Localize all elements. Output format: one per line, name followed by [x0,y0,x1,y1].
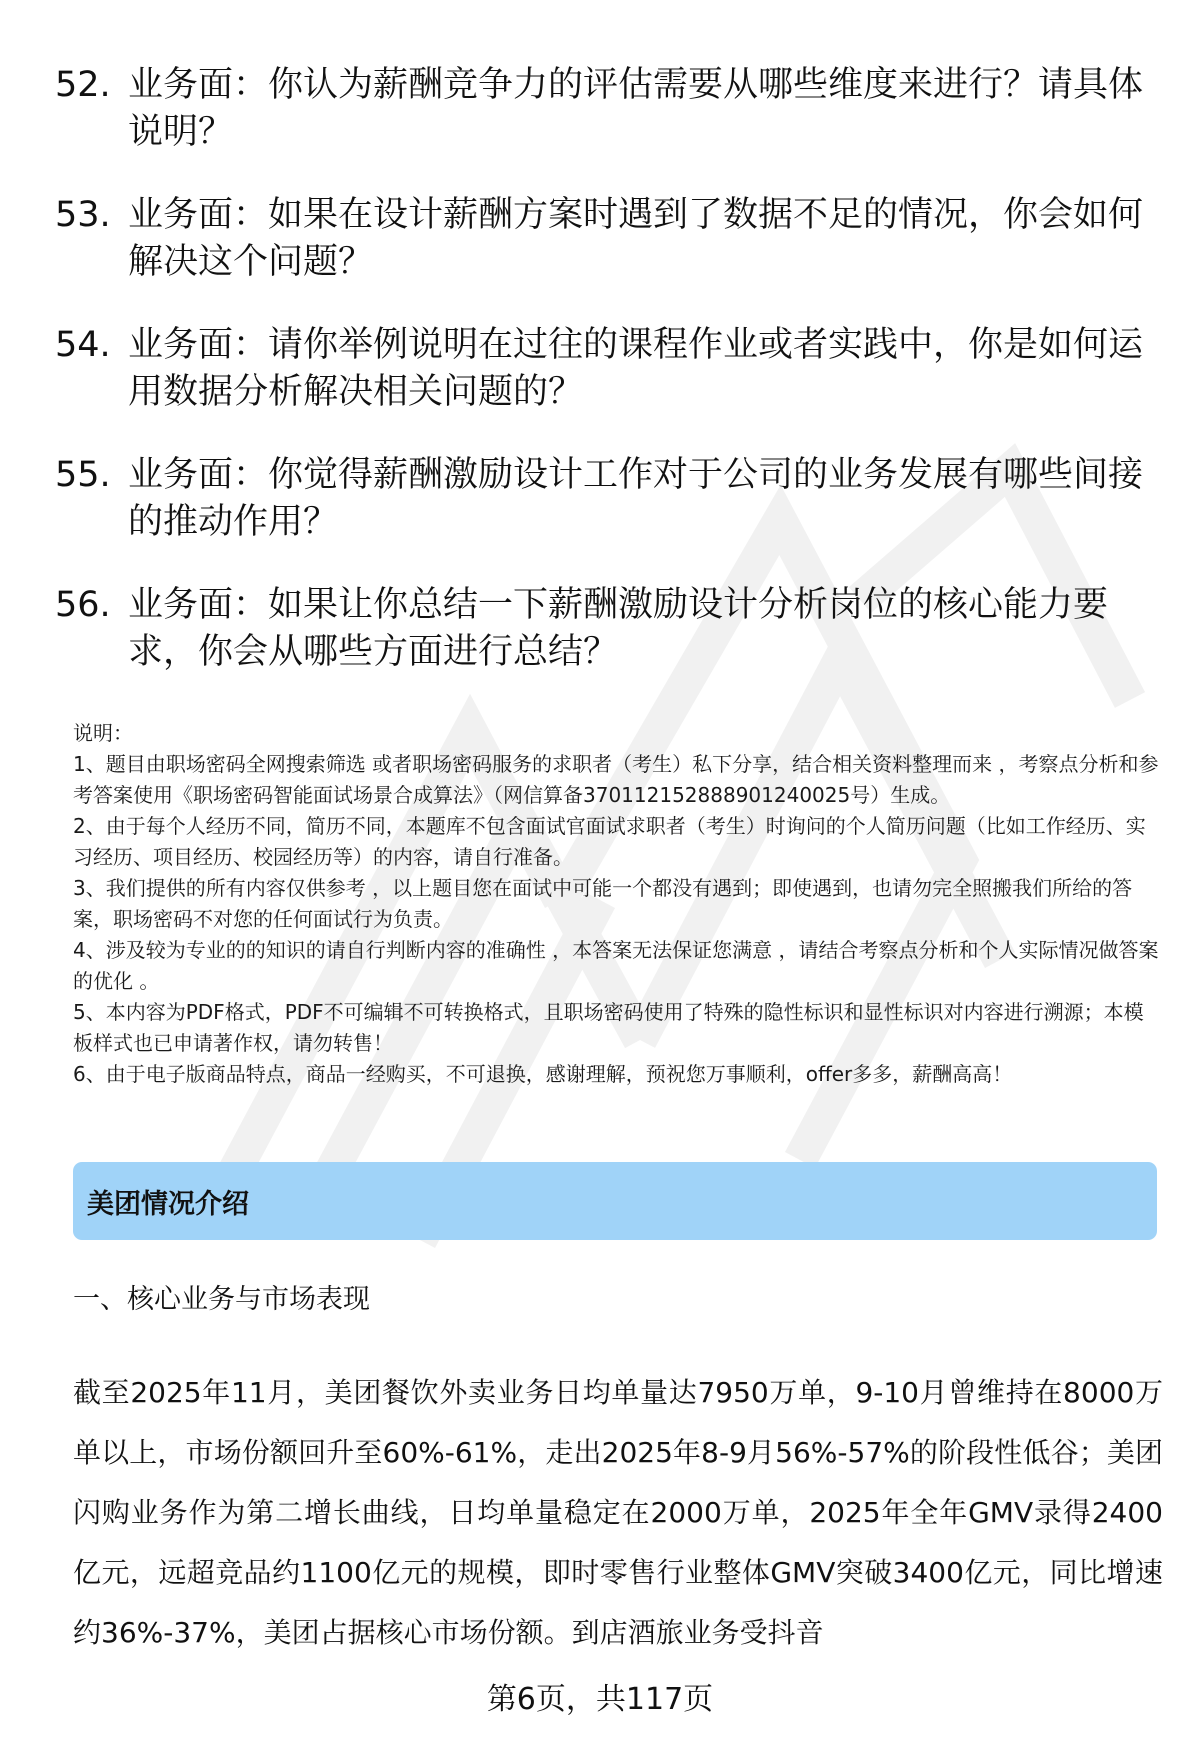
note-item-6: 6、由于电子版商品特点，商品一经购买，不可退换，感谢理解，预祝您万事顺利，offer多多，薪酬高高！ [73,1062,1013,1086]
page-number: 第6页，共117页 [486,1682,714,1717]
question-item-56 [55,582,1155,676]
question-number: 52. [55,65,111,105]
question-number: 56. [55,585,111,625]
question-item-54 [55,322,1155,416]
note-item-2: 2、由于每个人经历不同，简历不同，本题库不包含面试官面试求职者（考生）时询问的个人简历问题（比如工作经历、实习经历、项目经历、校园经历等）的内容，请自行准备。 [73,814,1146,869]
question-text: 业务面：如果让你总结一下薪酬激励设计分析岗位的核心能力要求，你会从哪些方面进行总结？ [128,585,1109,672]
question-text: 业务面：你认为薪酬竞争力的评估需要从哪些维度来进行？请具体说明？ [128,65,1144,152]
question-text: 业务面：请你举例说明在过往的课程作业或者实践中，你是如何运用数据分析解决相关问题的？ [128,325,1144,412]
question-item-52 [55,62,1155,156]
note-item-4: 4、涉及较为专业的的知识的请自行判断内容的准确性 ，本答案无法保证您满意 ，请结合考察点分析和个人实际情况做答案的优化 。 [73,938,1159,993]
note-item-3: 3、我们提供的所有内容仅供参考 ，以上题目您在面试中可能一个都没有遇到；即使遇到，也请勿完全照搬我们所给的答案，职场密码不对您的任何面试行为负责。 [73,876,1133,931]
question-item-55 [55,452,1155,546]
section-subheading: 一、核心业务与市场表现 [73,1284,370,1315]
note-item-1: 1、题目由职场密码全网搜索筛选 或者职场密码服务的求职者（考生）私下分享，结合相关资料整理而来 ，考察点分析和参考答案使用《职场密码智能面试场景合成算法》（网信算备370112152888901240025号）生成。 [73,752,1159,807]
question-text: 业务面：你觉得薪酬激励设计工作对于公司的业务发展有哪些间接的推动作用？ [128,455,1144,542]
section-header [73,1162,1157,1240]
notes-block [73,718,1163,1090]
question-list [55,62,1155,712]
question-text: 业务面：如果在设计薪酬方案时遇到了数据不足的情况，你会如何解决这个问题？ [128,195,1144,282]
question-item-53 [55,192,1155,286]
question-number: 54. [55,325,111,365]
section-title: 美团情况介绍 [87,1188,249,1220]
question-number: 55. [55,455,111,495]
body-paragraph: 截至2025年11月，美团餐饮外卖业务日均单量达7950万单，9-10月曾维持在8000万单以上，市场份额回升至60%-61%，走出2025年8-9月56%-57%的阶段性低谷；美团闪购业务作为第二增长曲线，日均单量稳定在2000万单，2025年全年GMV录得2400亿元，远超竞品约1100亿元的规模，即时零售行业整体GMV突破3400亿元，同比增速约36%-37%，美团占据核心市场份额。到店酒旅业务受抖音 [73,1376,1163,1649]
note-item-5: 5、本内容为PDF格式，PDF不可编辑不可转换格式，且职场密码使用了特殊的隐性标识和显性标识对内容进行溯源；本模板样式也已申请著作权，请勿转售！ [73,1000,1144,1055]
question-number: 53. [55,195,111,235]
notes-title: 说明： [73,721,133,745]
